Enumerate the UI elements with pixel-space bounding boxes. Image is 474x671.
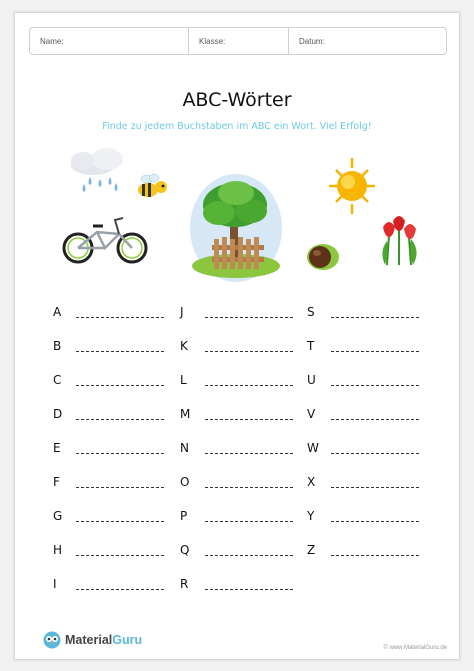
answer-line[interactable] <box>205 589 293 590</box>
answer-line[interactable] <box>205 487 293 488</box>
answer-line[interactable] <box>76 555 164 556</box>
letter-label: K <box>180 339 188 353</box>
answer-line[interactable] <box>331 521 419 522</box>
name-label: Name: <box>40 36 64 46</box>
letter-label: R <box>180 577 189 591</box>
letter-label: O <box>180 475 190 489</box>
answer-line[interactable] <box>76 453 164 454</box>
name-field[interactable] <box>30 28 188 54</box>
answer-line[interactable] <box>205 521 293 522</box>
klasse-field[interactable] <box>188 28 288 54</box>
answer-line[interactable] <box>76 317 164 318</box>
bee-icon <box>138 174 167 197</box>
answer-line[interactable] <box>76 385 164 386</box>
letter-label: Q <box>180 543 190 557</box>
answer-line[interactable] <box>76 351 164 352</box>
answer-line[interactable] <box>331 419 419 420</box>
worksheet <box>14 12 460 660</box>
letter-label: H <box>53 543 63 557</box>
materialguru-logo <box>43 630 142 650</box>
answer-line[interactable] <box>76 487 164 488</box>
answer-line[interactable] <box>205 385 293 386</box>
answer-line[interactable] <box>76 589 164 590</box>
answer-line[interactable] <box>331 351 419 352</box>
letter-label: T <box>307 339 315 353</box>
letter-label: M <box>180 407 191 421</box>
letter-label: I <box>53 577 57 591</box>
letter-label: G <box>53 509 63 523</box>
tree-fence-icon <box>190 174 282 282</box>
letter-label: J <box>180 305 184 319</box>
answer-line[interactable] <box>205 555 293 556</box>
logo-part-guru: Guru <box>112 633 143 647</box>
letter-label: A <box>53 305 62 319</box>
answer-line[interactable] <box>205 453 293 454</box>
letter-label: C <box>53 373 62 387</box>
header-fields <box>29 27 447 55</box>
letter-label: L <box>180 373 187 387</box>
letter-label: V <box>307 407 316 421</box>
answer-line[interactable] <box>331 487 419 488</box>
copyright-notice: © www.MaterialGuru.de <box>383 645 447 651</box>
owl-logo-icon <box>43 631 61 649</box>
logo-wordmark <box>65 633 142 647</box>
answer-line[interactable] <box>331 453 419 454</box>
page-subtitle: Finde zu jedem Buchstaben im ABC ein Wort. Viel Erfolg! <box>102 121 372 132</box>
letter-label: D <box>53 407 63 421</box>
letter-label: F <box>53 475 60 489</box>
answer-line[interactable] <box>76 521 164 522</box>
bicycle-icon <box>64 218 146 262</box>
letter-label: X <box>307 475 316 489</box>
answer-line[interactable] <box>331 317 419 318</box>
datum-field[interactable] <box>288 28 446 54</box>
answer-line[interactable] <box>205 351 293 352</box>
tulips-icon <box>382 216 416 265</box>
klasse-label: Klasse: <box>199 36 226 46</box>
answer-line[interactable] <box>331 385 419 386</box>
sun-icon <box>329 158 375 214</box>
datum-label: Datum: <box>299 36 325 46</box>
chestnut-icon <box>307 244 339 270</box>
letter-label: N <box>180 441 189 455</box>
page-title: ABC-Wörter <box>182 89 292 111</box>
letter-label: Y <box>307 509 315 523</box>
answer-line[interactable] <box>331 555 419 556</box>
letter-label: B <box>53 339 62 353</box>
answer-line[interactable] <box>205 419 293 420</box>
letter-label: P <box>180 509 188 523</box>
logo-part-material: Material <box>65 633 113 647</box>
answer-line[interactable] <box>205 317 293 318</box>
cloud-rain-icon <box>71 148 123 192</box>
answer-line[interactable] <box>76 419 164 420</box>
letter-label: Z <box>307 543 316 557</box>
letter-label: W <box>307 441 319 455</box>
letter-label: E <box>53 441 61 455</box>
letter-label: S <box>307 305 315 319</box>
letter-label: U <box>307 373 316 387</box>
